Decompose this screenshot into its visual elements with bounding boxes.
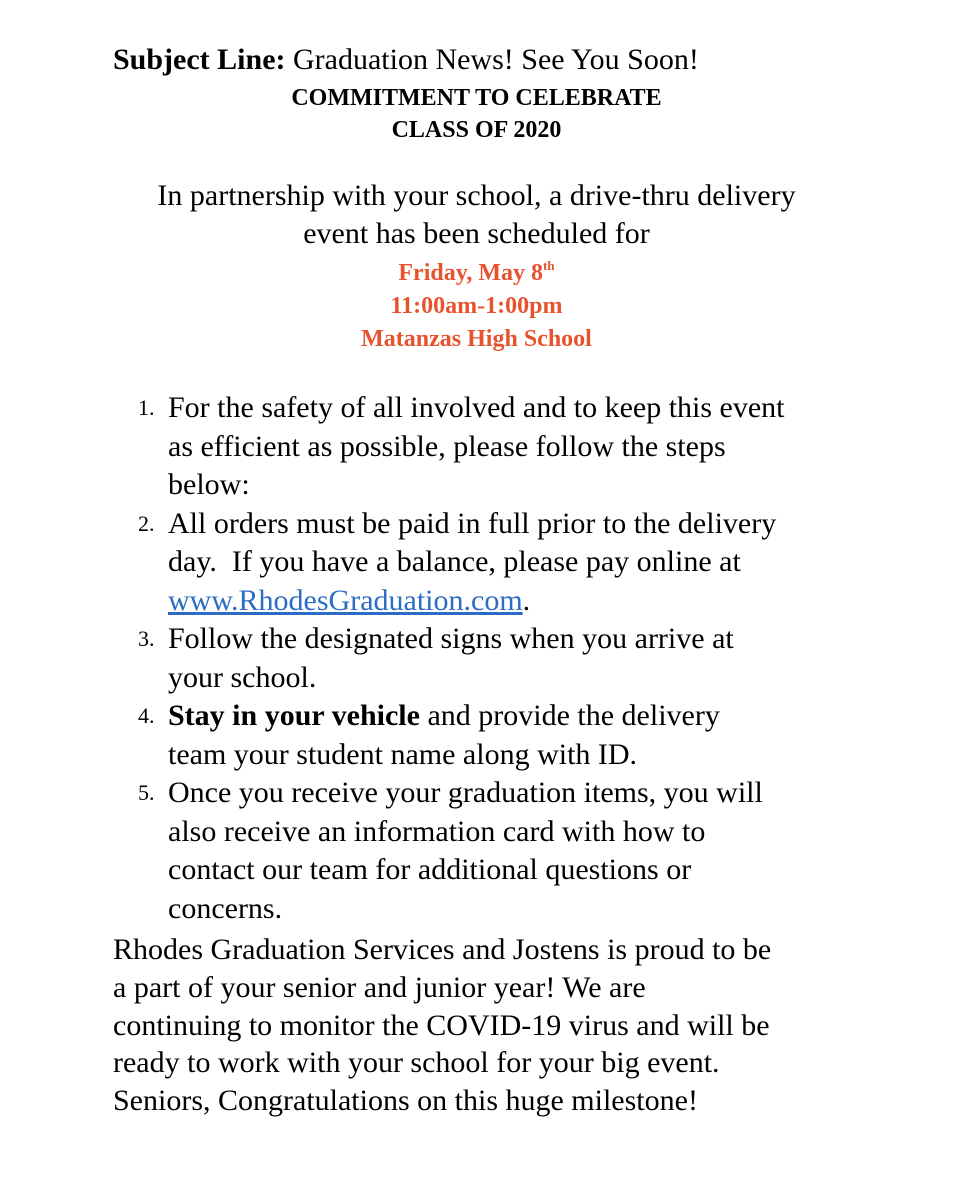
list-item-number: 4. [138, 703, 155, 728]
subject-label: Subject Line: [113, 43, 286, 76]
list-item-text: and provide the delivery [419, 699, 720, 732]
list-item [0, 620, 953, 697]
event-date-suffix: th [543, 258, 555, 273]
list-item-bold-text: Stay in your vehicle [168, 699, 420, 732]
event-time: 11:00am-1:00pm [390, 293, 563, 319]
closing-line: Seniors, Congratulations on this huge milestone! [113, 1084, 698, 1118]
heading-commitment: COMMITMENT TO CELEBRATE [291, 85, 662, 111]
website-link[interactable]: www.RhodesGraduation.com [168, 583, 523, 617]
list-item-line: your school. [168, 660, 317, 694]
subject-text: Graduation News! See You Soon! [293, 43, 699, 76]
closing-line: a part of your senior and junior year! We are [113, 970, 646, 1004]
list-item-line: team your student name along with ID. [168, 737, 638, 771]
closing-paragraph [113, 931, 771, 1120]
subject-line [113, 40, 699, 80]
list-item-number: 3. [138, 626, 155, 651]
heading-class-year: CLASS OF 2020 [391, 117, 562, 143]
list-item-line: All orders must be paid in full prior to the delivery [168, 506, 777, 540]
list-item-line: contact our team for additional questions or [168, 853, 692, 886]
list-item-text: day. If you have a balance, please pay online at [168, 545, 741, 578]
list-item-line: concerns. [168, 891, 283, 925]
closing-line: Rhodes Graduation Services and Jostens is proud to be [113, 933, 772, 966]
list-item [0, 389, 953, 505]
list-item-line: as efficient as possible, please follow the steps [168, 429, 726, 463]
list-item-line: also receive an information card with how to [168, 814, 706, 848]
list-item-line: For the safety of all involved and to keep this event [168, 391, 785, 424]
list-item-line [0, 582, 953, 621]
event-location: Matanzas High School [361, 326, 592, 352]
list-item-number: 1. [138, 395, 155, 420]
event-date [0, 258, 953, 288]
intro-line-1: In partnership with your school, a drive-thru delivery [157, 179, 796, 212]
steps-list [0, 389, 953, 928]
list-item-number: 2. [138, 510, 155, 536]
list-item-line [0, 543, 953, 582]
intro-line-2: event has been scheduled for [303, 217, 650, 250]
list-item-line: Once you receive your graduation items, you will [168, 776, 763, 809]
list-item-line: below: [168, 468, 250, 501]
list-item [0, 505, 953, 621]
list-item [0, 697, 953, 774]
closing-line: ready to work with your school for your big event. [113, 1046, 720, 1080]
closing-line: continuing to monitor the COVID-19 virus and will be [113, 1008, 770, 1042]
event-date-text: Friday, May 8 [398, 260, 544, 286]
list-item-number: 5. [138, 780, 155, 805]
list-item [0, 774, 953, 928]
link-period: . [522, 583, 531, 617]
list-item-line: Follow the designated signs when you arrive at [168, 622, 734, 655]
